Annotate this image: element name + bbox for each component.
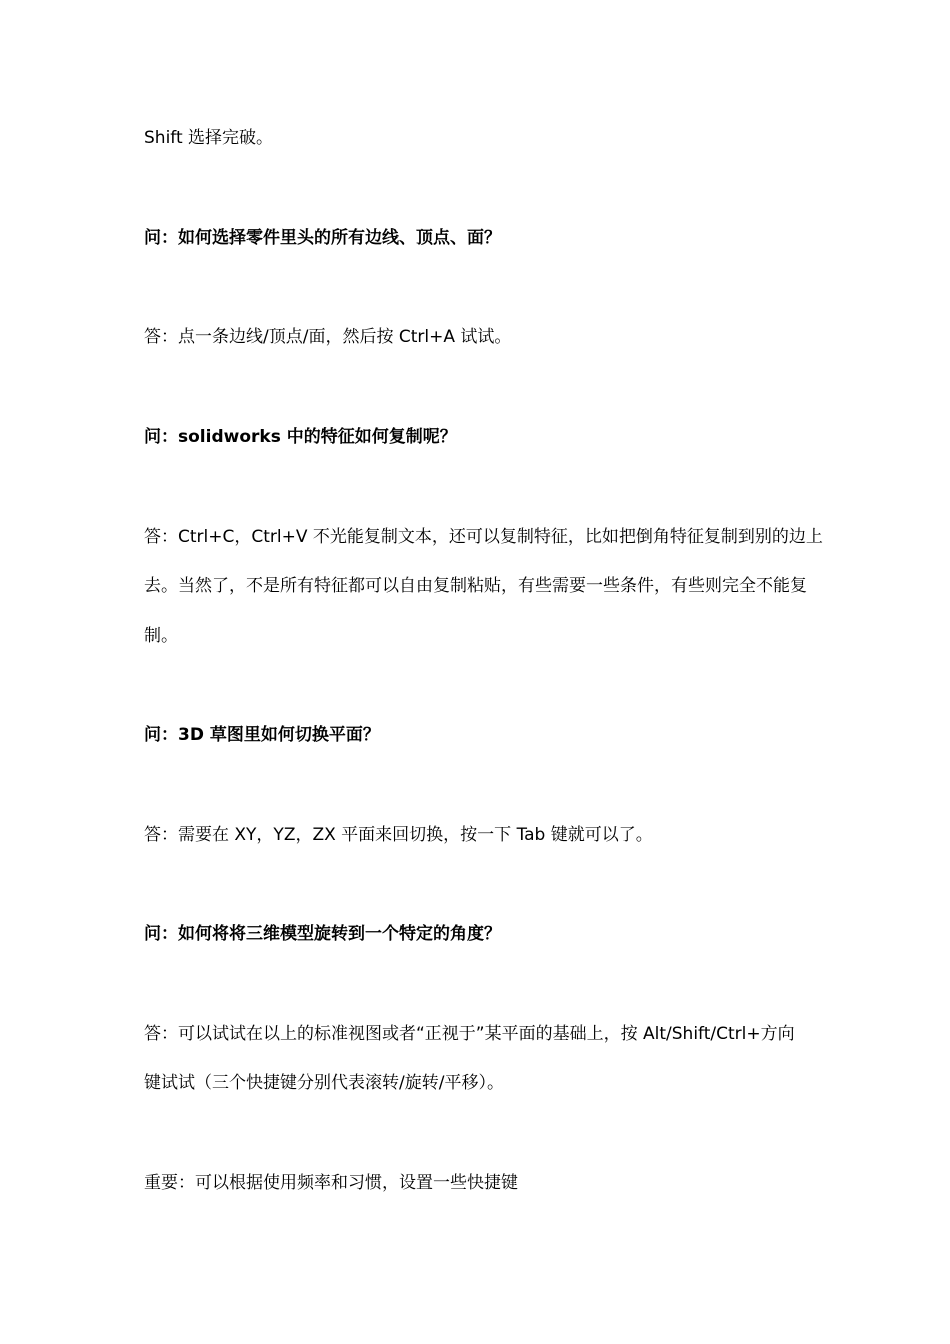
answer-copy-feature-line-2: 去。当然了，不是所有特征都可以自由复制粘贴，有些需要一些条件，有些则完全不能复 (144, 576, 807, 596)
answer-3d-sketch-plane: 答：需要在 XY，YZ，ZX 平面来回切换，按一下 Tab 键就可以了。 (144, 825, 653, 845)
question-select-all-edges: 问：如何选择零件里头的所有边线、顶点、面？ (144, 228, 501, 248)
text-line-shift: Shift 选择完破。 (144, 128, 274, 148)
question-copy-feature: 问：solidworks 中的特征如何复制呢？ (144, 427, 457, 447)
answer-rotate-model-line-1: 答：可以试试在以上的标准视图或者“正视于”某平面的基础上，按 Alt/Shift/Ctrl+方向 (144, 1024, 795, 1044)
answer-select-all-edges: 答：点一条边线/顶点/面，然后按 Ctrl+A 试试。 (144, 327, 512, 347)
important-note: 重要：可以根据使用频率和习惯，设置一些快捷键 (144, 1173, 518, 1193)
answer-copy-feature-line-3: 制。 (144, 626, 178, 646)
answer-rotate-model-line-2: 键试试（三个快捷键分别代表滚转/旋转/平移）。 (144, 1073, 504, 1093)
question-3d-sketch-plane: 问：3D 草图里如何切换平面？ (144, 725, 380, 745)
question-rotate-model: 问：如何将将三维模型旋转到一个特定的角度？ (144, 924, 501, 944)
answer-copy-feature-line-1: 答：Ctrl+C，Ctrl+V 不光能复制文本，还可以复制特征，比如把倒角特征复制到别的边上 (144, 527, 823, 547)
